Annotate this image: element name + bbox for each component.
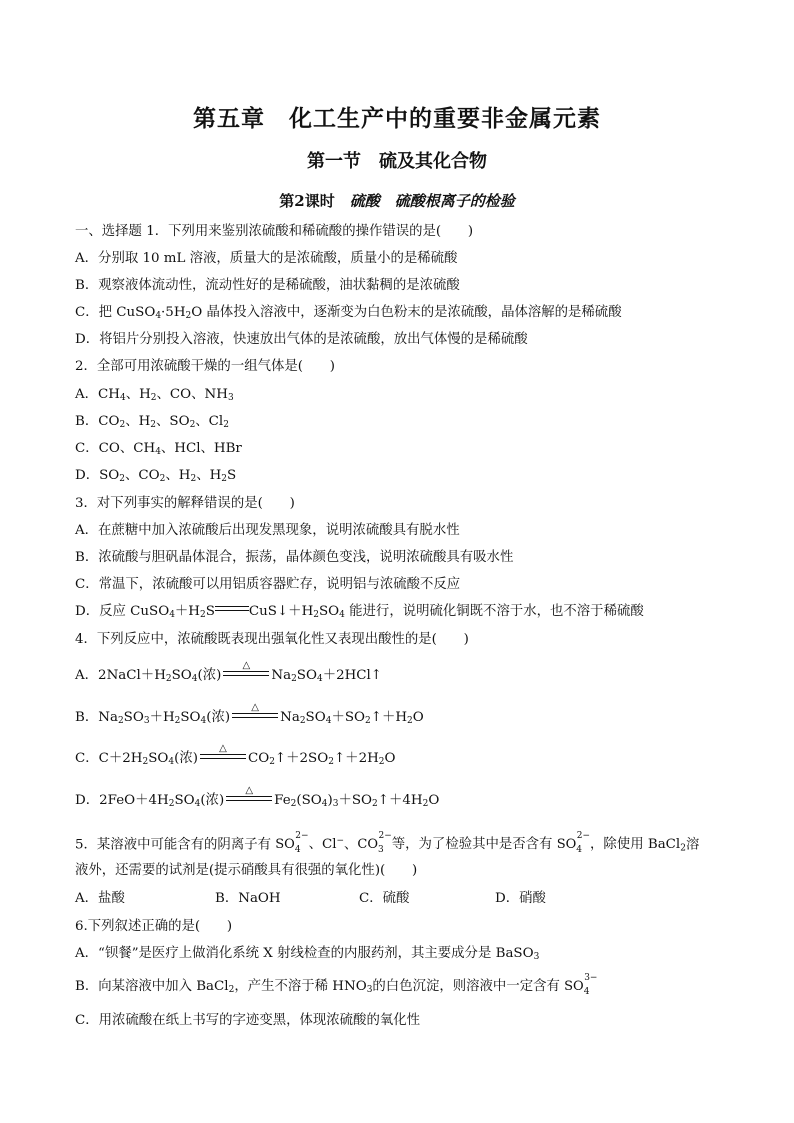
heating-condition-sign: △ [200,749,246,763]
lesson-topic: 硫酸 硫酸根离子的检验 [349,192,515,210]
q5-stem-line1: 5．某溶液中可能含有的阴离子有 $SO_4$ 2− 、Cl−、$CO_3$ 2− 等，为了检验其中是否含有 $SO_4$ 2− ，除使用 BaCl$_2$溶 [75,831,700,856]
q5-option-c: C．硫酸 [359,891,410,906]
sulfate-ion: $SO_4$ 2− [275,831,309,856]
q2-option-d: D．$SO_2$、$CO_2$、$H_2$、$H_2S$ [75,468,237,484]
q6-option-a: A．“钡餐”是医疗上做消化系统 X 射线检查的内服药剂，其主要成分是 BaSO$_3$ [75,946,540,962]
lesson-number: 第2课时 [279,192,350,210]
q3-stem: 3．对下列事实的解释错误的是( ) [75,496,295,511]
q1-option-b: B．观察液体流动性，流动性好的是稀硫酸，油状黏稠的是浓硫酸 [75,278,460,293]
q1-option-a: A．分别取 10 mL 溶液，质量大的是浓硫酸，质量小的是稀硫酸 [75,251,458,266]
heating-condition-sign: △ [226,791,272,805]
q5-option-d: D．硝酸 [495,891,546,906]
q6-option-c: C．用浓硫酸在纸上书写的字迹变黑，体现浓硫酸的氧化性 [75,1013,421,1028]
q3-option-b: B．浓硫酸与胆矾晶体混合，振荡，晶体颜色变浅，说明浓硫酸具有吸水性 [75,550,514,565]
equals-sign-double [215,604,249,614]
q1-stem: 一、选择题 1．下列用来鉴别浓硫酸和稀硫酸的操作错误的是( ) [75,224,474,239]
q5-options [75,889,735,909]
q2-option-c: C．CO、$CH_4$、HCl、HBr [75,441,242,457]
heating-condition-sign: △ [232,708,278,722]
q4-option-b: B．$Na_2SO_3+H_2SO_4$(浓) △ $Na_2SO_4+SO_2↑+H_2O$ [75,702,424,726]
q5-option-b: B．NaOH [215,891,281,906]
q5-stem-line2: 液外，还需要的试剂是(提示硝酸具有很强的氧化性)( ) [75,863,418,878]
lesson-title [0,190,794,211]
q3-option-a: A．在蔗糖中加入浓硫酸后出现发黑现象，说明浓硫酸具有脱水性 [75,523,460,538]
q2-option-b: B．$CO_2$、$H_2$、$SO_2$、$Cl_2$ [75,414,229,430]
q4-option-c: C．$C+2H_2SO_4$(浓) △ $CO_2↑+2SO_2↑+2H_2O$ [75,743,396,767]
q6-option-b: B．向某溶液中加入 BaCl$_2$，产生不溶于稀 $HNO_3$的白色沉淀，则溶液中一定含有 $SO_4$ 3− [75,973,598,997]
q6-stem: 6.下列叙述正确的是( ) [75,919,233,934]
q3-option-c: C．常温下，浓硫酸可以用铝质容器贮存，说明铝与浓硫酸不反应 [75,577,461,592]
q5-option-a: A．盐酸 [75,891,125,906]
q1-option-d: D．将铝片分别投入溶液，快速放出气体的是浓硫酸，放出气体慢的是稀硫酸 [75,332,528,347]
q1-option-c: C．把 $CuSO_4\cdot 5H_2O$ 晶体投入溶液中，逐渐变为白色粉末的是浓硫酸，晶体溶解的是稀硫酸 [75,305,622,321]
q4-option-a: A．$2NaCl+H_2SO_4$(浓) △ $Na_2SO_4+2HCl↑$ [75,660,383,684]
q4-option-d: D．$2FeO+4H_2SO_4$(浓) △ $Fe_2(SO_4)_3+SO_2↑+4H_2O$ [75,785,440,809]
carbonate-ion: $CO_3$ 2− [357,831,392,856]
q2-option-a: A．$CH_4$、$H_2$、CO、$NH_3$ [75,387,234,403]
sulfate-ion: $SO_4$ 2− [556,831,591,856]
q2-stem: 2．全部可用浓硫酸干燥的一组气体是( ) [75,359,335,374]
chapter-title: 第五章 化工生产中的重要非金属元素 [193,105,601,132]
sulfate-ion: $SO_4$ 3− [564,973,598,997]
q3-option-d: D．反应 $CuSO_4+H_2S$ $CuS↓+H_2SO_4$ 能进行，说明硫化铜既不溶于水，也不溶于稀硫酸 [75,604,644,620]
section-title: 第一节 硫及其化合物 [307,151,487,172]
q4-stem: 4．下列反应中，浓硫酸既表现出强氧化性又表现出酸性的是( ) [75,632,469,647]
heating-condition-sign: △ [223,666,269,680]
